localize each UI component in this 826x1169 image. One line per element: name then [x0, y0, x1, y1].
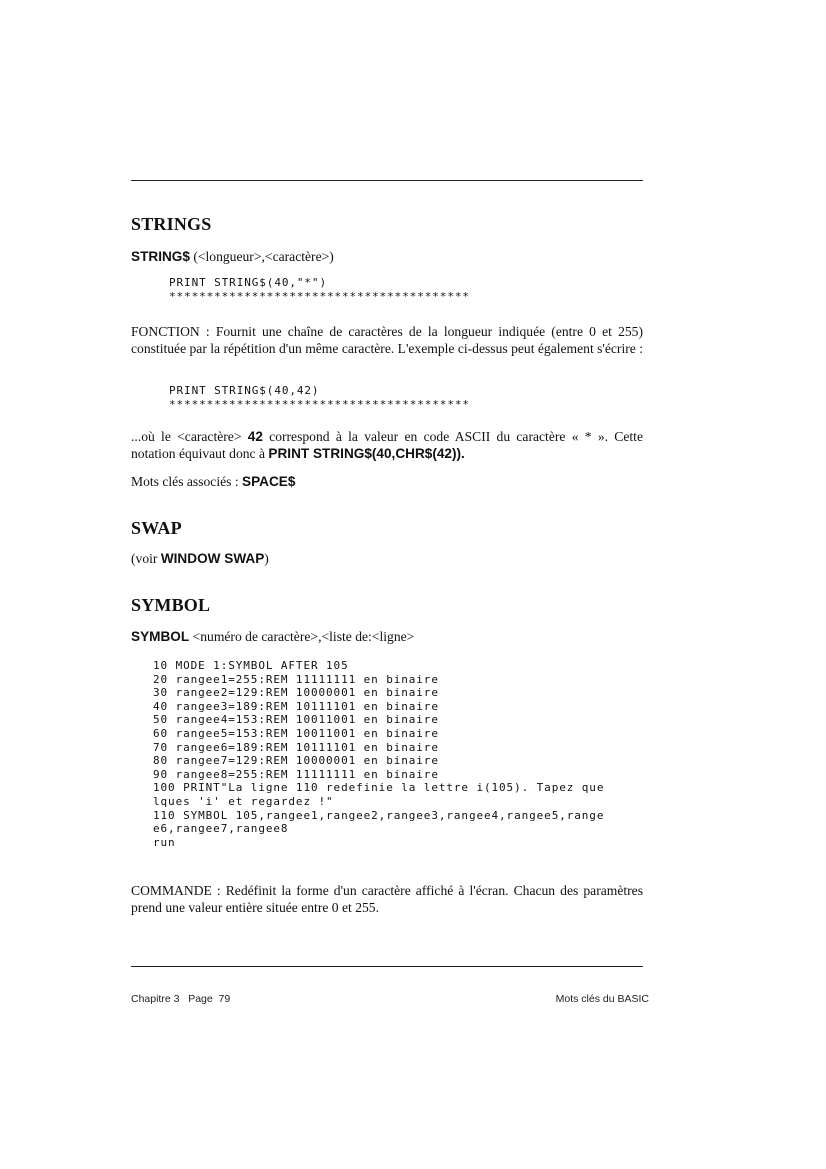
strings-syntax-args: (<longueur>,<caractère>): [189, 249, 334, 264]
footer-chapter-page: Chapitre 3 Page 79: [131, 993, 231, 1005]
note-keyword-print: PRINT STRING$(40,CHR$(42)).: [268, 446, 465, 461]
symbol-syntax: [131, 628, 414, 645]
code-line: 30 rangee2=129:REM 10000001 en binaire: [153, 686, 439, 700]
bottom-rule: [131, 966, 643, 967]
symbol-commande-paragraph: COMMANDE : Redéfinit la forme d'un caractère affiché à l'écran. Chacun des paramètres prend une valeur entière située entre 0 et 255.: [131, 883, 643, 915]
code-line: 20 rangee1=255:REM 11111111 en binaire: [153, 672, 439, 686]
code-line: 10 MODE 1:SYMBOL AFTER 105: [153, 659, 349, 672]
code-line: ****************************************: [169, 289, 470, 303]
code-line: 110 SYMBOL 105,rangee1,rangee2,rangee3,rangee4,rangee5,range: [153, 808, 605, 822]
strings-fonction-paragraph: FONCTION : Fournit une chaîne de caractères de la longueur indiquée (entre 0 et 255) constituée par la répétition d'un même caractère. L'exemple ci-dessus peut également s'écrire :: [131, 324, 643, 356]
swap-text: ): [264, 551, 269, 566]
code-line: 80 rangee7=129:REM 10000001 en binaire: [153, 754, 439, 768]
note-keyword-42: 42: [247, 429, 263, 444]
code-line: run: [153, 835, 176, 849]
code-line: ****************************************: [169, 397, 470, 411]
code-line: 40 rangee3=189:REM 10111101 en binaire: [153, 699, 439, 713]
swap-heading: SWAP: [131, 518, 182, 538]
code-line: lques 'i' et regardez !": [153, 794, 334, 808]
strings-note-paragraph: [131, 428, 643, 462]
note-text: correspond à la valeur en code ASCII du caractère « * ». Cette notation équivaut donc à: [131, 429, 643, 461]
swap-keyword: WINDOW SWAP: [160, 551, 265, 566]
symbol-code-block: [153, 659, 604, 849]
code-line: PRINT STRING$(40,"*"): [169, 276, 327, 289]
code-line: 60 rangee5=153:REM 10011001 en binaire: [153, 726, 439, 740]
symbol-heading: SYMBOL: [131, 595, 211, 615]
strings-code-block-2: [169, 384, 470, 411]
strings-code-block-1: [169, 276, 470, 303]
note-text: ...où le <caractère>: [131, 429, 248, 444]
code-line: 50 rangee4=153:REM 10011001 en binaire: [153, 713, 439, 727]
related-label: Mots clés associés :: [131, 474, 243, 489]
swap-reference: [131, 550, 269, 567]
footer-section-title: Mots clés du BASIC: [555, 993, 649, 1005]
related-keyword: SPACE$: [242, 474, 296, 489]
top-rule: [131, 180, 643, 181]
code-line: 90 rangee8=255:REM 11111111 en binaire: [153, 767, 439, 781]
symbol-syntax-args: <numéro de caractère>,<liste de:<ligne>: [189, 629, 415, 644]
strings-heading: STRINGS: [131, 214, 212, 234]
strings-related-keywords: [131, 473, 295, 490]
swap-text: (voir: [131, 551, 161, 566]
strings-syntax-keyword: STRING$: [131, 249, 190, 264]
symbol-syntax-keyword: SYMBOL: [131, 629, 190, 644]
code-line: 100 PRINT"La ligne 110 redefinie la lettre i(105). Tapez que: [153, 781, 605, 795]
code-line: PRINT STRING$(40,42): [169, 384, 320, 397]
code-line: e6,rangee7,rangee8: [153, 822, 289, 836]
code-line: 70 rangee6=189:REM 10111101 en binaire: [153, 740, 439, 754]
strings-syntax: [131, 248, 334, 265]
